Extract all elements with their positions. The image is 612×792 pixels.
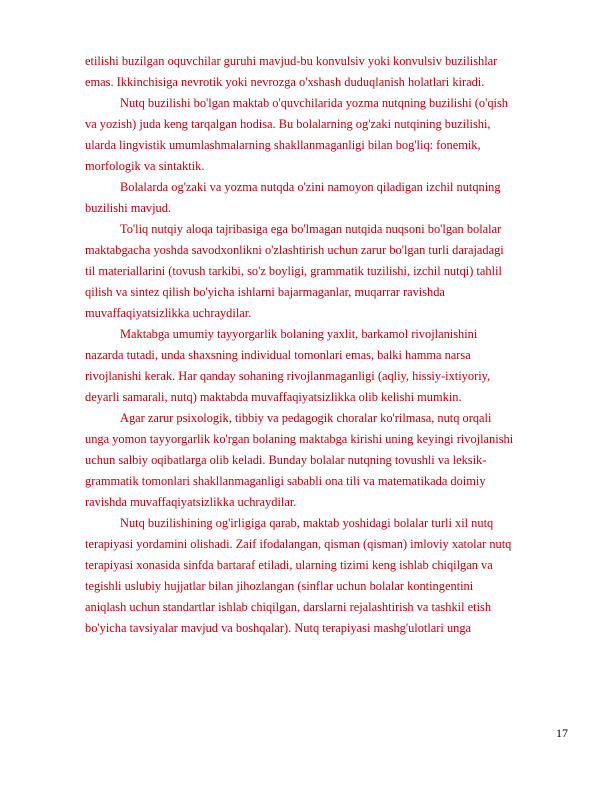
body-text — [85, 51, 573, 639]
paragraph-start-line: Nutq buzilishining og'irligiga qarab, maktab yoshidagi bolalar turli xil nutq — [120, 516, 494, 530]
text-line: qilish va sintez qilish bo'yicha ishlarni bajarmaganlar, muqarrar ravishda — [85, 285, 445, 299]
text-line: terapiyasi yordamini olishadi. Zaif ifodalangan, qisman (qisman) imloviy xatolar nutq — [85, 537, 512, 551]
text-line: bo'yicha tavsiyalar mavjud va boshqalar). Nutq terapiyasi mashg'ulotlari unga — [85, 621, 472, 635]
page-number: 17 — [556, 726, 568, 740]
paragraph-start-line: Maktabga umumiy tayyorgarlik bolaning yaxlit, barkamol rivojlanishini — [120, 327, 478, 341]
paragraph-start-line: Agar zarur psixologik, tibbiy va pedagogik choralar ko'rilmasa, nutq orqali — [120, 411, 492, 425]
text-line: muvaffaqiyatsizlikka uchraydilar. — [85, 306, 252, 320]
text-line: uchun salbiy oqibatlarga olib keladi. Bunday bolalar nutqning tovushli va leksik- — [85, 453, 487, 467]
text-line: deyarli samarali, nutq) maktabda muvaffaqiyatsizlikka olib kelishi mumkin. — [85, 390, 462, 404]
text-line: tegishli uslubiy hujjatlar bilan jihozlangan (sinflar uchun bolalar kontingentini — [85, 579, 474, 593]
text-line: nazarda tutadi, unda shaxsning individual tomonlari emas, balki hamma narsa — [85, 348, 471, 362]
text-line: ularda lingvistik umumlashmalarning shakllanmaganligi bilan bog'liq: fonemik, — [85, 138, 481, 152]
text-line: rivojlanishi kerak. Har qanday sohaning rivojlanmaganligi (aqliy, hissiy-ixtiyoriy, — [85, 369, 491, 383]
text-line: va yozish) juda keng tarqalgan hodisa. Bu bolalarning og'zaki nutqining buzilishi, — [85, 117, 491, 131]
paragraph-start-line: Nutq buzilishi bo'lgan maktab o'quvchilarida yozma nutqning buzilishi (o'qish — [120, 96, 508, 110]
text-line: terapiyasi xonasida sinfda bartaraf etiladi, ularning tizimi keng ishlab chiqilgan va — [85, 558, 493, 572]
text-line: til materiallarini (tovush tarkibi, so'z boyligi, grammatik tuzilishi, izchil nutqi) tahlil — [85, 264, 502, 278]
text-line: etilishi buzilgan oquvchilar guruhi mavjud-bu konvulsiv yoki konvulsiv buzilishlar — [85, 54, 498, 68]
text-line: ravishda muvaffaqiyatsizlikka uchraydilar. — [85, 495, 297, 509]
text-line: unga yomon tayyorgarlik ko'rgan bolaning maktabga kirishi uning keyingi rivojlanishi — [85, 432, 514, 446]
paragraph-start-line: To'liq nutqiy aloqa tajribasiga ega bo'lmagan nutqida nuqsoni bo'lgan bolalar — [120, 222, 502, 236]
text-line: buzilishi mavjud. — [85, 201, 172, 215]
text-line: grammatik tomonlari shakllanmaganligi sababli ona tili va matematikada doimiy — [85, 474, 486, 488]
text-line: morfologik va sintaktik. — [85, 159, 205, 173]
text-line: emas. Ikkinchisiga nevrotik yoki nevrozga o'xshash duduqlanish holatlari kiradi. — [85, 75, 485, 89]
text-line: aniqlash uchun standartlar ishlab chiqilgan, darslarni rejalashtirish va tashkil etish — [85, 600, 492, 614]
paragraph-start-line: Bolalarda og'zaki va yozma nutqda o'zini namoyon qiladigan izchil nutqning — [120, 180, 501, 194]
text-line: maktabgacha yoshda savodxonlikni o'zlashtirish uchun zarur bo'lgan turli darajadagi — [85, 243, 504, 257]
